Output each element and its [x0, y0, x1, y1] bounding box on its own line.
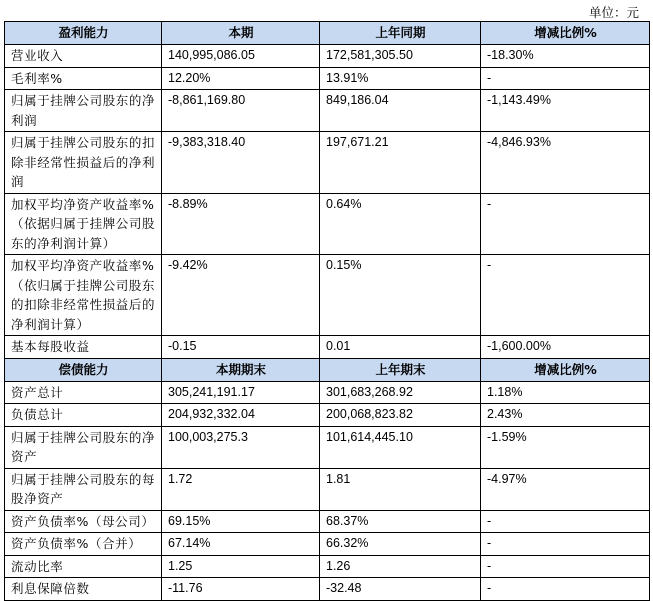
cell-change: -	[481, 255, 650, 336]
cell-current: -8,861,169.80	[162, 90, 320, 132]
cell-current: -11.76	[162, 578, 320, 601]
cell-current: -9.42%	[162, 255, 320, 336]
table-row	[5, 510, 650, 533]
cell-prior: 13.91%	[320, 67, 481, 90]
table-row	[5, 193, 650, 255]
cell-prior: 200,068,823.82	[320, 404, 481, 427]
table-row	[5, 90, 650, 132]
row-label: 负债总计	[5, 404, 162, 427]
cell-prior: 0.64%	[320, 193, 481, 255]
table-row	[5, 255, 650, 336]
row-label: 营业收入	[5, 45, 162, 68]
cell-prior: 0.01	[320, 336, 481, 359]
cell-current: 204,932,332.04	[162, 404, 320, 427]
row-label: 归属于挂牌公司股东的净利润	[5, 90, 162, 132]
row-label: 加权平均净资产收益率%（依据归属于挂牌公司股东的净利润计算）	[5, 193, 162, 255]
row-label: 流动比率	[5, 555, 162, 578]
header-cell: 本期	[162, 22, 320, 45]
cell-prior: 197,671.21	[320, 132, 481, 194]
cell-change: -	[481, 510, 650, 533]
header-cell: 上年期末	[320, 358, 481, 381]
header-cell: 增减比例%	[481, 358, 650, 381]
cell-prior: 0.15%	[320, 255, 481, 336]
cell-change: -	[481, 555, 650, 578]
cell-change: 2.43%	[481, 404, 650, 427]
row-label: 利息保障倍数	[5, 578, 162, 601]
cell-change: -	[481, 67, 650, 90]
header-cell: 上年同期	[320, 22, 481, 45]
cell-change: -	[481, 193, 650, 255]
cell-prior: 1.26	[320, 555, 481, 578]
cell-current: -9,383,318.40	[162, 132, 320, 194]
row-label: 归属于挂牌公司股东的净资产	[5, 426, 162, 468]
table-row	[5, 426, 650, 468]
header-cell: 盈利能力	[5, 22, 162, 45]
cell-current: -0.15	[162, 336, 320, 359]
cell-current: 1.25	[162, 555, 320, 578]
cell-change: -18.30%	[481, 45, 650, 68]
cell-current: 69.15%	[162, 510, 320, 533]
cell-prior: 172,581,305.50	[320, 45, 481, 68]
row-label: 基本每股收益	[5, 336, 162, 359]
cell-current: 100,003,275.3	[162, 426, 320, 468]
cell-current: 305,241,191.17	[162, 381, 320, 404]
cell-change: -4.97%	[481, 468, 650, 510]
table-row	[5, 533, 650, 556]
cell-prior: 1.81	[320, 468, 481, 510]
header-cell: 增减比例%	[481, 22, 650, 45]
table-row	[5, 336, 650, 359]
table-row	[5, 381, 650, 404]
cell-change: -1,143.49%	[481, 90, 650, 132]
financial-indicators-table	[4, 21, 650, 601]
profit-header-row	[5, 22, 650, 45]
row-label: 资产负债率%（合并）	[5, 533, 162, 556]
table-row	[5, 404, 650, 427]
header-cell: 本期期末	[162, 358, 320, 381]
table-row	[5, 468, 650, 510]
cell-change: 1.18%	[481, 381, 650, 404]
row-label: 归属于挂牌公司股东的扣除非经常性损益后的净利润	[5, 132, 162, 194]
cell-current: -8.89%	[162, 193, 320, 255]
cell-current: 140,995,086.05	[162, 45, 320, 68]
row-label: 资产总计	[5, 381, 162, 404]
cell-change: -	[481, 578, 650, 601]
cell-change: -1.59%	[481, 426, 650, 468]
header-cell: 偿债能力	[5, 358, 162, 381]
table-row	[5, 45, 650, 68]
cell-current: 67.14%	[162, 533, 320, 556]
unit-label: 单位：元	[588, 5, 639, 20]
row-label: 资产负债率%（母公司）	[5, 510, 162, 533]
cell-prior: -32.48	[320, 578, 481, 601]
cell-current: 12.20%	[162, 67, 320, 90]
cell-change: -4,846.93%	[481, 132, 650, 194]
table-row	[5, 132, 650, 194]
cell-prior: 849,186.04	[320, 90, 481, 132]
row-label: 毛利率%	[5, 67, 162, 90]
cell-current: 1.72	[162, 468, 320, 510]
cell-prior: 66.32%	[320, 533, 481, 556]
cell-prior: 301,683,268.92	[320, 381, 481, 404]
table-row	[5, 555, 650, 578]
table-row	[5, 578, 650, 601]
cell-prior: 101,614,445.10	[320, 426, 481, 468]
cell-change: -1,600.00%	[481, 336, 650, 359]
table-row	[5, 67, 650, 90]
row-label: 归属于挂牌公司股东的每股净资产	[5, 468, 162, 510]
row-label: 加权平均净资产收益率%（依归属于挂牌公司股东的扣除非经常性损益后的净利润计算）	[5, 255, 162, 336]
cell-change: -	[481, 533, 650, 556]
cell-prior: 68.37%	[320, 510, 481, 533]
solvency-header-row	[5, 358, 650, 381]
